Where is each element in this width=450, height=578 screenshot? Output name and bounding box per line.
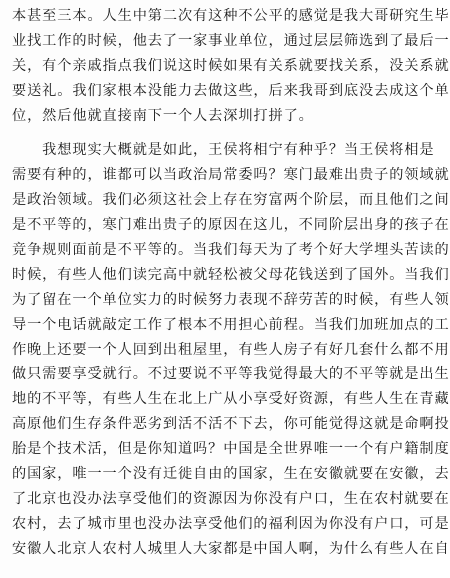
text-line: 竞争规则面前是不平等的。当我们每天为了考个好大学埋头苦读的 [12,242,450,259]
paragraph-1 [12,4,450,128]
text-line: 导一个电话就敲定工作了根本不用担心前程。当我们加班加点的工 [12,316,450,333]
text-line: 胎是个技术活，但是你知道吗？中国是全世界唯一一个有户籍制度 [12,441,450,458]
text-line: 高原他们生存条件恶劣到活不活不下去，你可能觉得这就是命啊投 [12,416,450,433]
text-line: 的国家，唯一一个没有迁徙自由的国家，生在安徽就要在安徽，去 [12,466,450,483]
text-line: 时候，有些人他们读完高中就轻松被父母花钱送到了国外。当我们 [12,266,450,283]
text-line: 是政治领域。我们必须这社会上存在穷富两个阶层，而且他们之间 [12,192,450,209]
text-line: 做只需要享受就行。不过要说不平等我觉得最大的不平等就是出生 [12,366,450,383]
text-line: 安徽人北京人农村人城里人大家都是中国人啊，为什么有些人在自 [12,540,450,557]
text-line: 需要有种的，谁都可以当政治局常委吗？寒门最难出贵子的领域就 [12,167,450,184]
text-line: 了北京也没办法享受他们的资源因为你没有户口，生在农村就要在 [12,490,450,507]
document-body [12,4,450,557]
text-line: 作晚上还要一个人回到出租屋里，有些人房子有好几套什么都不用 [12,341,450,358]
text-line: 业找工作的时候，他去了一家事业单位，通过层层筛选到了最后一 [12,32,450,49]
text-line: 要送礼。我们家根本没能力去做这些，后来我哥到底没去成这个单 [12,82,450,99]
text-line: 地的不平等，有些人生在北上广从小享受好资源，有些人生在青藏 [12,391,450,408]
text-line: 我想现实大概就是如此，王侯将相宁有种乎？当王侯将相是 [12,142,435,159]
text-line: 为了留在一个单位实力的时候努力表现不辞劳苦的时候，有些人领 [12,291,450,308]
text-line: 关，有个亲戚指点我们说这时候如果有关系就要找关系，没关系就 [12,57,450,74]
text-line: 农村，去了城市里也没办法享受他们的福利因为你没有户口，可是 [12,515,450,532]
text-line: 是不平等的，寒门难出贵子的原因在这儿，不同阶层出身的孩子在 [12,217,450,234]
paragraph-2 [12,138,450,557]
text-line: 位，然后他就直接南下一个人去深圳打拼了。 [12,107,314,124]
text-line: 本甚至三本。人生中第二次有这种不公平的感觉是我大哥研究生毕 [12,8,450,24]
paragraph-gap [12,128,390,138]
